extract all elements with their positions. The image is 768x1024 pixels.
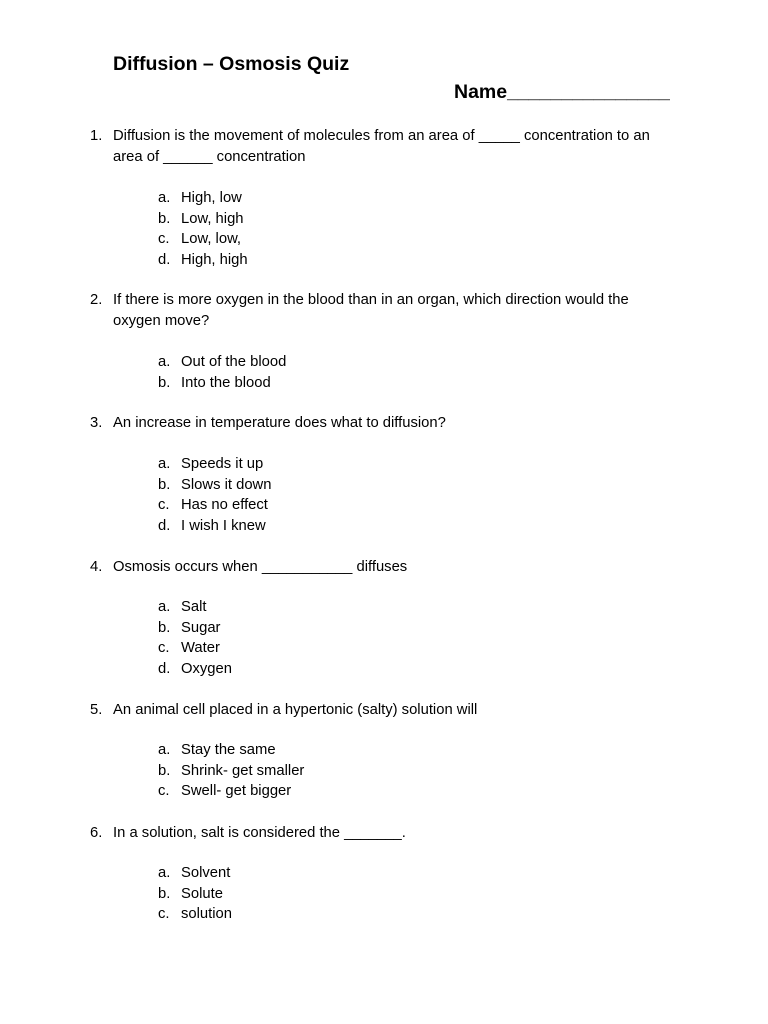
question-text: In a solution, salt is considered the _______. [113,825,406,841]
option-letter: c. [158,783,170,800]
option-text: Swell- get bigger [181,783,292,800]
question-number: 4. [90,559,103,575]
answer-options [158,352,286,393]
option-text: High, low [181,190,242,206]
answer-option [158,516,271,537]
option-text: High, high [181,251,248,268]
answer-option [158,229,248,250]
question-number: 2. [90,292,103,308]
question-number: 1. [90,128,103,144]
answer-option [158,373,286,394]
answer-option [158,884,232,905]
option-text: I wish I knew [181,517,266,534]
option-text: Slows it down [181,476,272,493]
option-text: Stay the same [181,742,276,758]
answer-option [158,618,232,639]
answer-option [158,781,304,802]
option-letter: a. [158,742,171,758]
answer-options [158,863,232,925]
option-text: Into the blood [181,374,271,391]
question-number: 5. [90,702,103,718]
option-letter: a. [158,190,171,206]
option-text: Solvent [181,865,231,881]
answer-option [158,352,286,373]
option-text: Has no effect [181,497,268,514]
option-text: Sugar [181,619,221,636]
option-text: Speeds it up [181,456,264,472]
answer-option [158,597,232,618]
option-text: Low, high [181,210,244,227]
question-number: 6. [90,825,103,841]
option-letter: b. [158,374,171,391]
answer-option [158,638,232,659]
option-letter: d. [158,251,171,268]
question-text: An animal cell placed in a hypertonic (salty) solution will [113,702,478,718]
option-letter: b. [158,210,171,227]
option-letter: b. [158,476,171,493]
quiz-title: Diffusion – Osmosis Quiz [113,53,350,75]
option-letter: a. [158,865,171,881]
answer-option [158,250,248,271]
option-letter: a. [158,456,171,472]
option-text: solution [181,906,233,923]
name-field-label: Name_______________ [454,81,670,103]
answer-options [158,740,304,802]
option-letter: d. [158,660,171,677]
option-text: Water [181,640,220,657]
option-letter: a. [158,599,171,615]
option-letter: c. [158,640,170,657]
answer-option [158,475,271,496]
question-text: Diffusion is the movement of molecules from an area of _____ concentration to an area of ______ concentration [113,128,650,165]
option-text: Shrink- get smaller [181,762,305,779]
question-text: An increase in temperature does what to diffusion? [113,415,446,431]
option-letter: b. [158,619,171,636]
option-text: Solute [181,885,223,902]
answer-option [158,863,232,884]
option-letter: c. [158,231,170,248]
option-letter: c. [158,497,170,514]
answer-options [158,597,232,679]
answer-option [158,740,304,761]
answer-options [158,188,248,270]
question-text: Osmosis occurs when ___________ diffuses [113,559,408,575]
option-letter: b. [158,762,171,779]
option-text: Low, low, [181,231,242,248]
option-text: Out of the blood [181,354,287,370]
answer-option [158,454,271,475]
answer-option [158,659,232,680]
option-letter: a. [158,354,171,370]
option-letter: c. [158,906,170,923]
answer-option [158,761,304,782]
option-text: Oxygen [181,660,232,677]
answer-option [158,188,248,209]
answer-option [158,495,271,516]
answer-option [158,209,248,230]
option-letter: d. [158,517,171,534]
answer-options [158,454,271,536]
option-letter: b. [158,885,171,902]
answer-option [158,904,232,925]
question-number: 3. [90,415,103,431]
option-text: Salt [181,599,207,615]
question-text: If there is more oxygen in the blood than in an organ, which direction would the oxygen move? [113,292,629,329]
